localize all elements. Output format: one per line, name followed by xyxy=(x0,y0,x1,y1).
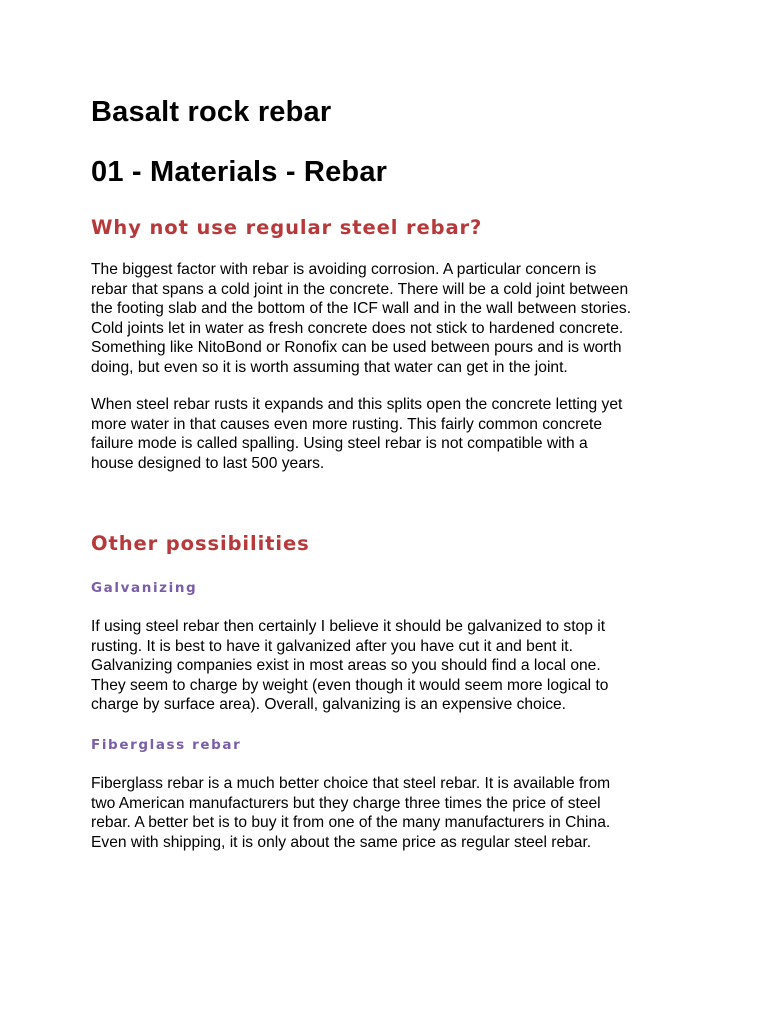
paragraph-corrosion xyxy=(91,260,691,378)
text-line: more water in that causes even more rusting. This fairly common concrete xyxy=(91,415,603,433)
paragraph-galvanizing xyxy=(91,617,691,715)
text-line: They seem to charge by weight (even though it would seem more logical to xyxy=(91,676,609,694)
text-line: doing, but even so it is worth assuming that water can get in the joint. xyxy=(91,358,568,376)
subsection-heading-fiberglass-rebar: Fiberglass rebar xyxy=(91,737,242,753)
text-line: If using steel rebar then certainly I believe it should be galvanized to stop it xyxy=(91,618,606,635)
paragraph-spalling xyxy=(91,395,691,473)
text-line: The biggest factor with rebar is avoiding corrosion. A particular concern is xyxy=(91,261,597,278)
subsection-heading-galvanizing: Galvanizing xyxy=(91,580,198,596)
text-line: Cold joints let in water as fresh concrete does not stick to hardened concrete. xyxy=(91,319,624,337)
text-line: Galvanizing companies exist in most areas so you should find a local one. xyxy=(91,657,601,675)
document-subtitle: 01 - Materials - Rebar xyxy=(91,156,388,188)
text-line: rebar. A better bet is to buy it from one of the many manufacturers in China. xyxy=(91,814,611,832)
paragraph-fiberglass xyxy=(91,774,691,852)
text-line: two American manufacturers but they charge three times the price of steel xyxy=(91,794,601,812)
text-line: failure mode is called spalling. Using steel rebar is not compatible with a xyxy=(91,435,588,453)
text-line: the footing slab and the bottom of the ICF wall and in the wall between stories. xyxy=(91,300,632,318)
text-line: charge by surface area). Overall, galvanizing is an expensive choice. xyxy=(91,696,566,714)
section-heading-other-possibilities: Other possibilities xyxy=(91,532,310,555)
text-line: Even with shipping, it is only about the same price as regular steel rebar. xyxy=(91,833,592,851)
section-heading-steel-rebar: Why not use regular steel rebar? xyxy=(91,216,483,239)
text-line: Something like NitoBond or Ronofix can be used between pours and is worth xyxy=(91,339,622,357)
text-line: rusting. It is best to have it galvanized after you have cut it and bent it. xyxy=(91,637,573,655)
text-line: house designed to last 500 years. xyxy=(91,454,325,472)
text-line: When steel rebar rusts it expands and this splits open the concrete letting yet xyxy=(91,396,623,413)
document-title: Basalt rock rebar xyxy=(91,96,332,128)
text-line: Fiberglass rebar is a much better choice that steel rebar. It is available from xyxy=(91,775,611,792)
text-line: rebar that spans a cold joint in the concrete. There will be a cold joint between xyxy=(91,280,629,298)
